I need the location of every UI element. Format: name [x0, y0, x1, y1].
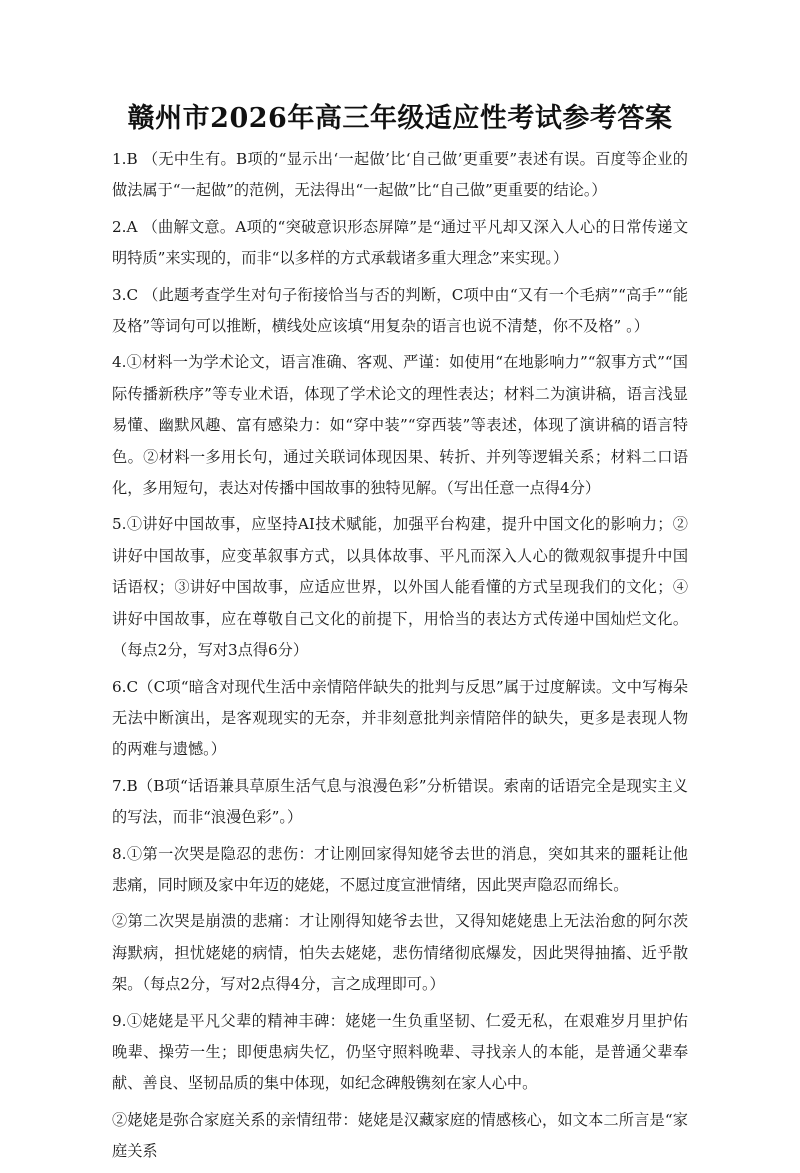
answer-item-2: 2.A （曲解文意。A项的“突破意识形态屏障”是“通过平凡却又深入人心的日常传递文明特质”来实现的，而非“以多样的方式承载诸多重大理念”来实现。） [112, 217, 688, 268]
answer-item-9-point-1: 9.①姥姥是平凡父辈的精神丰碑：姥姥一生负重坚韧、仁爱无私，在艰难岁月里护佑晚辈、操劳一生；即便患病失忆，仍坚守照料晚辈、寻找亲人的本能，是普通父辈奉献、善良、坚韧品质的集中体现，如纪念碑般镌刻在家人心中。 [112, 1011, 688, 1093]
answer-item-8-point-2: ②第二次哭是崩溃的悲痛：才让刚得知姥爷去世，又得知姥姥患上无法治愈的阿尔茨海默病，担忧姥姥的病情，怕失去姥姥，悲伤情绪彻底爆发，因此哭得抽搐、近乎散架。（每点2分，写对2点得4分，言之成理即可。） [112, 912, 688, 994]
answer-item-6: 6.C（C项“暗含对现代生活中亲情陪伴缺失的批判与反思”属于过度解读。文中写梅朵无法中断演出，是客观现实的无奈，并非刻意批判亲情陪伴的缺失，更多是表现人物的两难与遗憾。） [112, 677, 688, 759]
page-title: 赣州市2026年高三年级适应性考试参考答案 [127, 103, 673, 134]
answer-item-3: 3.C （此题考查学生对句子衔接恰当与否的判断，C项中由“又有一个毛病”“高手”“能及格”等词句可以推断，横线处应该填“用复杂的语言也说不清楚，你不及格” 。） [112, 285, 688, 336]
answer-item-9-point-2: ②姥姥是弥合家庭关系的亲情纽带：姥姥是汉藏家庭的情感核心，如文本二所言是“家庭关系 [112, 1110, 688, 1161]
answer-item-7: 7.B（B项“话语兼具草原生活气息与浪漫色彩”分析错误。索南的话语完全是现实主义的写法，而非“浪漫色彩”。） [112, 776, 688, 827]
answer-item-4: 4.①材料一为学术论文，语言准确、客观、严谨：如使用“在地影响力”“叙事方式”“国际传播新秩序”等专业术语，体现了学术论文的理性表达；材料二为演讲稿，语言浅显易懂、幽默风趣、富有感染力：如“穿中装”“穿西装”等表述，体现了演讲稿的语言特色。②材料一多用长句，通过关联词体现因果、转折、并列等逻辑关系；材料二口语化，多用短句，表达对传播中国故事的独特见解。（写出任意一点得4分） [112, 353, 688, 498]
answer-item-1: 1.B （无中生有。B项的“显示出‘一起做’比‘自己做’更重要”表述有误。百度等企业的做法属于“一起做”的范例，无法得出“一起做”比“自己做”更重要的结论。） [112, 150, 688, 200]
answer-item-5: 5.①讲好中国故事，应坚持AI技术赋能，加强平台构建，提升中国文化的影响力；②讲好中国故事，应变革叙事方式，以具体故事、平凡而深入人心的微观叙事提升中国话语权；③讲好中国故事，应适应世界，以外国人能看懂的方式呈现我们的文化；④讲好中国故事，应在尊敬自己文化的前提下，用恰当的表达方式传递中国灿烂文化。（每点2分，写对3点得6分） [112, 515, 688, 660]
answer-list [112, 144, 688, 1173]
answer-item-8-point-1: 8.①第一次哭是隐忍的悲伤：才让刚回家得知姥爷去世的消息，突如其来的噩耗让他悲痛，同时顾及家中年迈的姥姥，不愿过度宣泄情绪，因此哭声隐忍而绵长。 [112, 844, 688, 894]
